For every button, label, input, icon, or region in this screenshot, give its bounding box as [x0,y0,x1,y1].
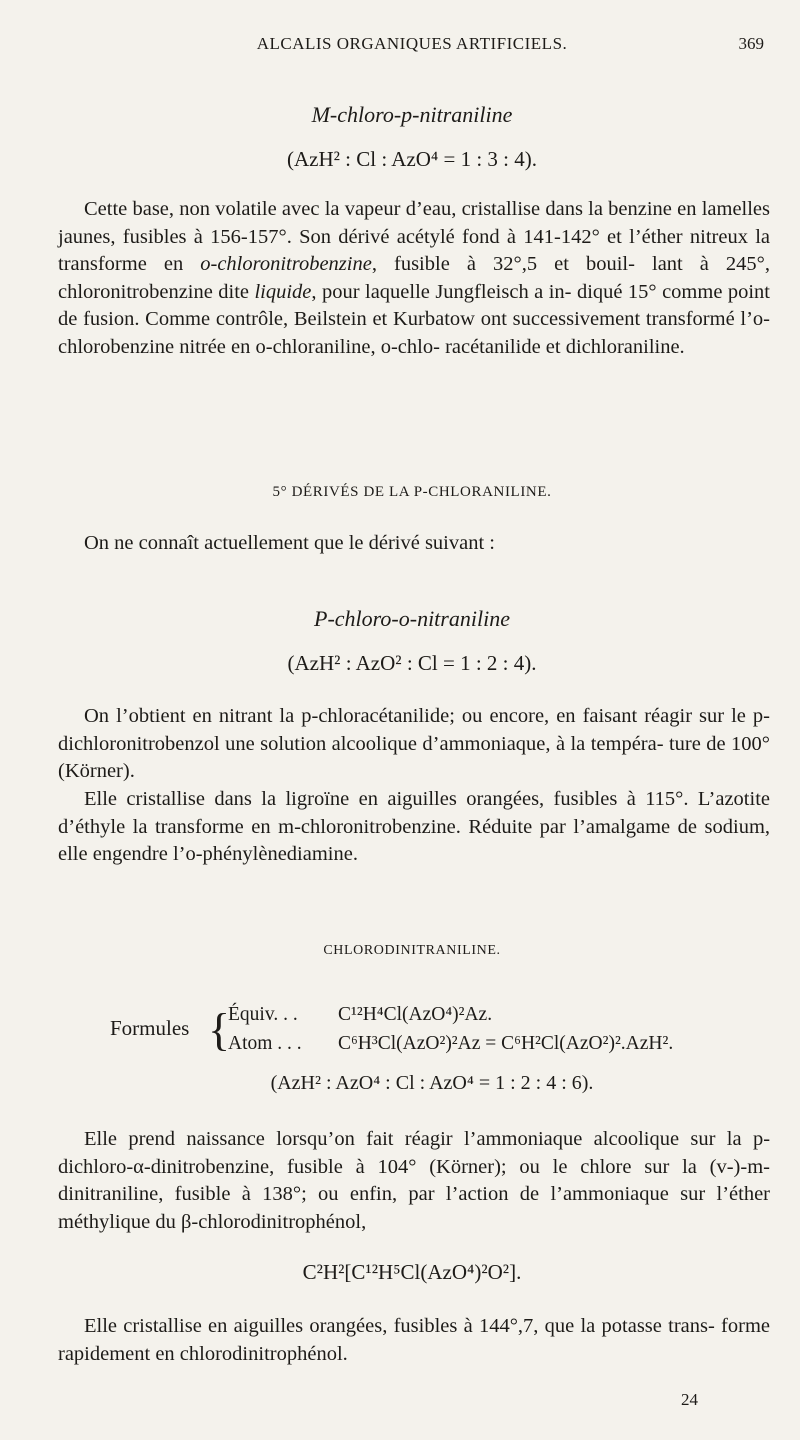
para1-line: lant à 245°, chloronitrobenzine dite [58,253,771,303]
atom-label: Atom . . . [228,1033,302,1054]
para1-line: racétanilide et dichloraniline. [445,335,685,358]
paragraph-3 [58,703,770,786]
para5-line: p-dichloro-α-dinitrobenzine, fusible à 104° (Körner); ou le chlore sur la [58,1128,771,1178]
running-title: ALCALIS ORGANIQUES ARTIFICIELS. [256,34,568,53]
formulas-label: Formules [110,1016,190,1040]
compound-formula-ratio: (AzH² : AzO⁴ : Cl : AzO⁴ = 1 : 2 : 4 : 6). [270,1072,594,1094]
para1-line: l’éther nitreux la transforme en [58,225,771,276]
para1-term-liquide: liquide [254,280,312,303]
paragraph-6 [58,1313,770,1368]
section-heading-p-chloraniline: 5° DÉRIVÉS DE LA P-CHLORANILINE. [272,484,552,500]
formula-chlorodinitrophenol-ether: C²H²[C¹²H⁵Cl(AzO⁴)²O²]. [302,1260,522,1284]
para6-line: Elle cristallise en aiguilles orangées, fusibles à 144°,7, que la potasse trans- [84,1315,715,1337]
para1-term-o-chloronitrobenzine: o-chloronitrobenzine [200,253,372,276]
compound-title-p-chloro-o-nitraniline: P-chloro-o-nitraniline [314,606,510,631]
equiv-value: C¹²H⁴Cl(AzO⁴)²Az. [338,1004,493,1025]
formula-row-atom [228,1033,673,1055]
para4-line: sodium, elle engendre l’o-phénylènediamine. [58,815,771,866]
para6-line: forme rapidement en chlorodinitrophénol. [58,1315,770,1365]
equiv-label: Équiv. . . [228,1004,298,1025]
para1-line: , pour laquelle Jungfleisch a in- [311,280,572,303]
brace-symbol: { [208,1004,231,1055]
para1-line: Cette base, non volatile avec la vapeur d’eau, cristallise dans la benzine en [84,198,697,220]
para1-line: lamelles jaunes, fusibles à 156-157°. Son dérivé acétylé fond à 141-142° et [58,198,771,248]
paragraph-1 [58,196,770,362]
section-heading-chlorodinitraniline: CHLORODINITRANILINE. [323,943,501,958]
formula-row-equiv [228,1004,492,1026]
para1-line: successivement transformé l’o-chlorobenzine nitrée en o-chloraniline, o-chlo- [58,308,770,358]
page-number: 369 [738,34,764,53]
atom-value: C⁶H³Cl(AzO²)²Az = C⁶H²Cl(AzO²)².AzH². [338,1033,674,1054]
para5-line: (v-)-m-dinitraniline, fusible à 138°; ou enfin, par l’action de l’ammoniaque sur [58,1155,770,1206]
para5-line: Elle prend naissance lorsqu’on fait réagir l’ammoniaque alcoolique sur la [84,1128,742,1150]
signature-number: 24 [681,1390,698,1409]
para3-line: le p-dichloronitrobenzol une solution alcoolique d’ammoniaque, à la tempéra- [58,705,770,755]
page-header [60,34,764,60]
paragraph-5 [58,1126,770,1236]
compound-formula-1: (AzH² : Cl : AzO⁴ = 1 : 3 : 4). [286,147,538,171]
para3-line: On l’obtient en nitrant la p-chloracétanilide; ou encore, en faisant réagir sur [84,705,725,727]
para1-line: , fusible à 32°,5 et bouil- [371,253,635,276]
para5-line: l’éther méthylique du β-chlorodinitrophénol, [58,1183,771,1233]
paragraph-2: On ne connaît actuellement que le dérivé suivant : [84,532,495,554]
compound-title-m-chloro-p-nitraniline: M-chloro-p-nitraniline [311,102,513,127]
formulas-block [110,1000,750,1064]
para1-line: diqué 15° comme point de fusion. Comme contrôle, Beilstein et Kurbatow ont [58,280,771,331]
para4-line: Elle cristallise dans la ligroïne en aiguilles orangées, fusibles à 115°. L’azotite [84,788,770,810]
paragraph-4 [58,786,770,869]
compound-formula-2: (AzH² : AzO² : Cl = 1 : 2 : 4). [287,651,537,675]
para3-line: ture de 100° (Körner). [58,732,771,783]
para4-line: d’éthyle la transforme en m-chloronitrobenzine. Réduite par l’amalgame de [58,815,697,838]
